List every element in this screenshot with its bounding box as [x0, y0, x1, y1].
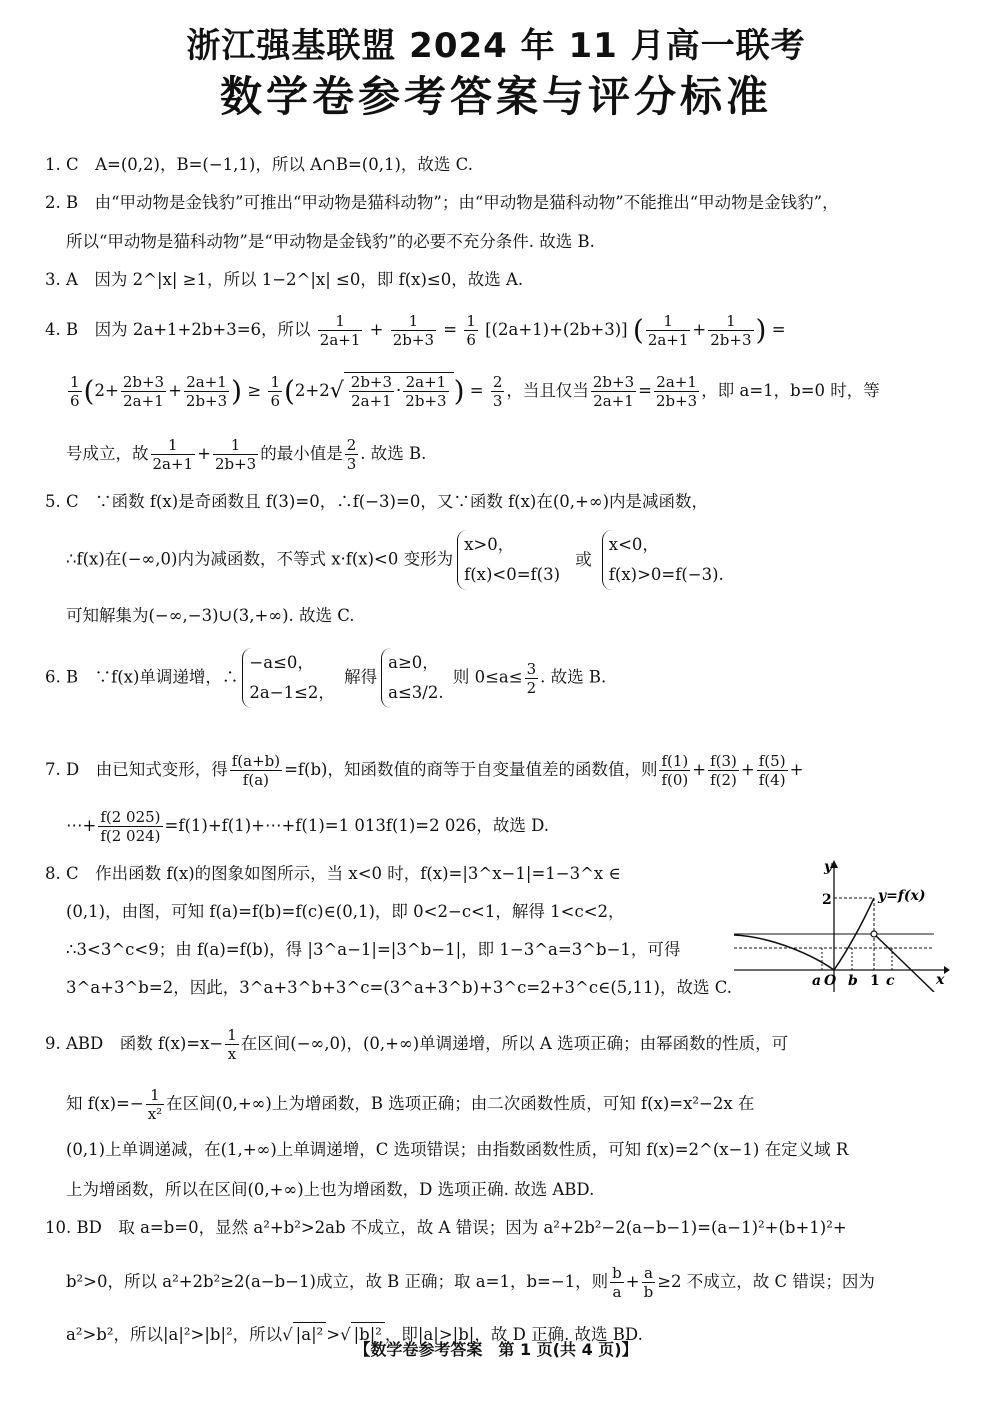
sqrt-sign: √ — [329, 378, 344, 404]
case-brace: x>0， f(x)<0=f(3) — [457, 530, 564, 590]
paren: ( — [83, 374, 95, 408]
text: =f(1)+f(1)+⋯+f(1)=1 013f(1)=2 026，故选 D. — [164, 816, 550, 835]
text: 在区间(−∞,0)，(0,+∞)单调递增，所以 A 选项正确；由幂函数的性质，可 — [240, 1034, 789, 1053]
answer-2-line1: 2. B 由“甲动物是金钱豹”可推出“甲动物是猫科动物”；由“甲动物是猫科动物”不能推出“甲动物是金钱豹”， — [45, 193, 839, 212]
fraction: $\frac{f(a+b)}{f(a)}$ — [231, 752, 281, 789]
fraction: $\frac{1}{6}$ — [270, 373, 280, 410]
answer-5-line2 — [66, 530, 971, 590]
sqrt-body: |b|² — [351, 1322, 385, 1347]
text: =f(b)，知函数值的商等于自变量值差的函数值，则 — [284, 760, 658, 779]
op: = — [443, 320, 458, 339]
case-brace: x<0， f(x)>0=f(−3). — [602, 530, 728, 590]
case-brace: a≥0， a≤3/2. — [381, 648, 447, 708]
sqrt-sign: √ — [282, 1325, 293, 1344]
answer-9-line2 — [66, 1086, 971, 1123]
label-b: b — [848, 973, 858, 989]
fraction: $\frac{1}{6}$ — [70, 373, 80, 410]
op: + — [168, 381, 182, 400]
answer-8-line2: (0,1)，由图，可知 f(a)=f(b)=f(c)∈(0,1)，即 0<2−c<1，解得 1<c<2， — [66, 902, 625, 921]
fraction: $\frac{1}{2b+3}$ — [710, 312, 752, 349]
fraction: $\frac{1}{2b+3}$ — [392, 312, 434, 349]
fraction: $\frac{3}{2}$ — [526, 659, 537, 697]
text: 的最小值是 — [260, 444, 343, 463]
answer-9-line1 — [45, 1026, 950, 1063]
text: b²>0，所以 a²+2b²≥2(a−b−1)成立，故 B 正确；取 a=1，b=−1，则 — [66, 1272, 609, 1291]
paren: ) — [755, 313, 767, 347]
fraction: $\frac{2}{3}$ — [346, 436, 357, 473]
answer-9-line4: 上为增函数，所以在区间(0,+∞)上也为增函数，D 选项正确. 故选 ABD. — [66, 1180, 595, 1199]
answer-10-line1: 10. BD 取 a=b=0，显然 a²+b²>2ab 不成立，故 A 错误；因为 a²+2b²−2(a−b−1)=(a−1)²+(b+1)²+ — [45, 1218, 847, 1237]
fraction: $\frac{f(1)}{f(0)}$ — [661, 752, 689, 789]
op: + — [692, 760, 707, 779]
op: ≥ — [247, 381, 262, 400]
fraction: $\frac{1}{2b+3}$ — [214, 436, 257, 473]
text: 号成立，故 — [66, 444, 149, 463]
answer-5-line3: 可知解集为(−∞,−3)∪(3,+∞). 故选 C. — [66, 606, 355, 625]
text: ∴f(x)在(−∞,0)内为减函数，不等式 x·f(x)<0 变形为 — [66, 549, 454, 569]
fraction: $\frac{1}{6}$ — [466, 312, 476, 349]
answer-8-line3: ∴3<3^c<9；由 f(a)=f(b)，得 |3^a−1|=|3^b−1|，即 1−3^a=3^b−1，可得 — [66, 940, 681, 959]
fraction: $\frac{2a+1}{2b+3}$ — [185, 373, 228, 410]
sqrt-sign: √ — [340, 1325, 351, 1344]
fraction: $\frac{2b+3}{2a+1}$ — [122, 373, 165, 410]
answer-4-line3 — [66, 436, 971, 473]
text: 9. ABD 函数 f(x)=x− — [45, 1034, 224, 1053]
function-graph-figure — [734, 858, 950, 992]
x-arrow — [944, 966, 950, 974]
text: . 故选 B. — [360, 444, 427, 463]
fraction: $\frac{f(2 025)}{f(2 024)}$ — [100, 808, 161, 845]
fraction: $\frac{1}{x}$ — [227, 1026, 237, 1063]
text: 2+ — [94, 381, 119, 400]
text: ，即 a=1，b=0 时，等 — [701, 381, 880, 400]
fraction: $\frac{1}{2a+1}$ — [152, 436, 194, 473]
fraction: $\frac{2}{3}$ — [492, 373, 503, 410]
answer-6 — [45, 648, 950, 708]
page-title-line2: 数学卷参考答案与评分标准 — [219, 72, 772, 121]
label-a: a — [812, 973, 822, 989]
op: = — [771, 320, 786, 339]
case-brace: −a≤0， 2a−1≤2， — [242, 648, 338, 708]
text: 4. B 因为 2a+1+2b+3=6，所以 — [45, 320, 311, 339]
paren: ) — [453, 374, 465, 408]
tick-2: 2 — [822, 892, 832, 908]
text: 知 f(x)=− — [66, 1094, 144, 1113]
open-point — [871, 931, 877, 937]
func-label: y=f(x) — [878, 888, 926, 904]
paren: ( — [632, 313, 644, 347]
op: + — [740, 760, 755, 779]
answer-7-line2 — [66, 808, 971, 845]
answer-2-line2: 所以“甲动物是猫科动物”是“甲动物是金钱豹”的必要不充分条件. 故选 B. — [66, 232, 595, 251]
answer-8-line4: 3^a+3^b=2，因此，3^a+3^b+3^c=(3^a+3^b)+3^c=2+3^c∈(5,11)，故选 C. — [66, 978, 732, 997]
text: [(2a+1)+(2b+3)] — [485, 320, 628, 339]
answer-4-line1 — [45, 312, 950, 349]
label-c: c — [886, 973, 895, 989]
fraction: $\frac{b}{a}$ — [612, 1264, 622, 1301]
page-footer: 【数学卷参考答案 第 1 页(共 4 页)】 — [354, 1340, 638, 1359]
page-title-line1: 浙江强基联盟 2024 年 11 月高一联考 — [186, 26, 806, 66]
op: + — [625, 1272, 640, 1291]
text: 7. D 由已知式变形，得 — [45, 760, 228, 779]
x-label: x — [936, 972, 945, 988]
answer-1: 1. C A=(0,2)，B=(−1,1)，所以 A∩B=(0,1)，故选 C. — [45, 155, 473, 174]
fraction: $\frac{1}{\text{x²}}$ — [147, 1086, 163, 1123]
text: a²>b²，所以|a|²>|b|²，所以 — [66, 1325, 283, 1344]
answer-7-line1 — [45, 752, 950, 789]
paren: ) — [231, 374, 243, 408]
text: 或 — [575, 549, 592, 569]
fraction: $\frac{a}{b}$ — [643, 1264, 654, 1301]
text: 在区间(0,+∞)上为增函数，B 选项正确；由二次函数性质，可知 f(x)=x²−2x 在 — [166, 1094, 755, 1113]
answer-4-line2 — [66, 372, 971, 410]
op: + — [197, 444, 211, 463]
op: + — [369, 320, 384, 339]
text: 2+2 — [294, 381, 330, 400]
label-1: 1 — [870, 973, 880, 989]
answer-3: 3. A 因为 2^|x| ≥1，所以 1−2^|x| ≤0，即 f(x)≤0，故选 A. — [45, 270, 524, 289]
fraction: $\frac{f(3)}{f(2)}$ — [710, 752, 737, 789]
text: ⋯+ — [66, 816, 97, 835]
sqrt-body: $\frac{2b+3}{2a+1}$ · $\frac{2a+1}{2b+3}$ — [344, 372, 454, 410]
op: + — [789, 760, 804, 779]
text: ，即|a|>|b|，故 D 正确. 故选 BD. — [384, 1325, 643, 1344]
op: = — [469, 381, 484, 400]
fraction: $\frac{1}{2a+1}$ — [319, 312, 361, 349]
answer-5-line1: 5. C ∵函数 f(x)是奇函数且 f(3)=0，∴f(−3)=0，又∵函数 f(x)在(0,+∞)内是减函数， — [45, 492, 709, 511]
fraction: $\frac{2b+3}{2a+1}$ — [592, 373, 635, 410]
text: ，当且仅当 — [506, 381, 589, 400]
text: 解得 — [344, 667, 378, 687]
sqrt-body: |a|² — [293, 1322, 327, 1347]
text: ≥2 不成立，故 C 错误；因为 — [657, 1272, 875, 1291]
fraction: $\frac{f(5)}{f(4)}$ — [758, 752, 786, 789]
answer-8-line1: 8. C 作出函数 f(x)的图象如图所示，当 x<0 时，f(x)=|3^x−1|=1−3^x ∈ — [45, 864, 621, 883]
text: 则 0≤a≤ — [452, 667, 523, 687]
paren: ( — [283, 374, 295, 408]
label-O: O — [824, 973, 837, 989]
text: . 故选 B. — [540, 667, 607, 687]
op: > — [326, 1325, 341, 1344]
fraction: $\frac{2a+1}{2b+3}$ — [655, 373, 698, 410]
text: 6. B ∵f(x)单调递增，∴ — [45, 667, 239, 687]
op: + — [692, 320, 707, 339]
line-right — [874, 934, 934, 992]
y-label: y — [824, 859, 833, 875]
fraction: $\frac{1}{2a+1}$ — [647, 312, 689, 349]
op: = — [638, 381, 652, 400]
answer-10-line2 — [66, 1264, 971, 1301]
answer-9-line3: (0,1)上单调递减，在(1,+∞)上单调递增，C 选项错误；由指数函数性质，可知 f(x)=2^(x−1) 在定义域 R — [66, 1140, 849, 1159]
